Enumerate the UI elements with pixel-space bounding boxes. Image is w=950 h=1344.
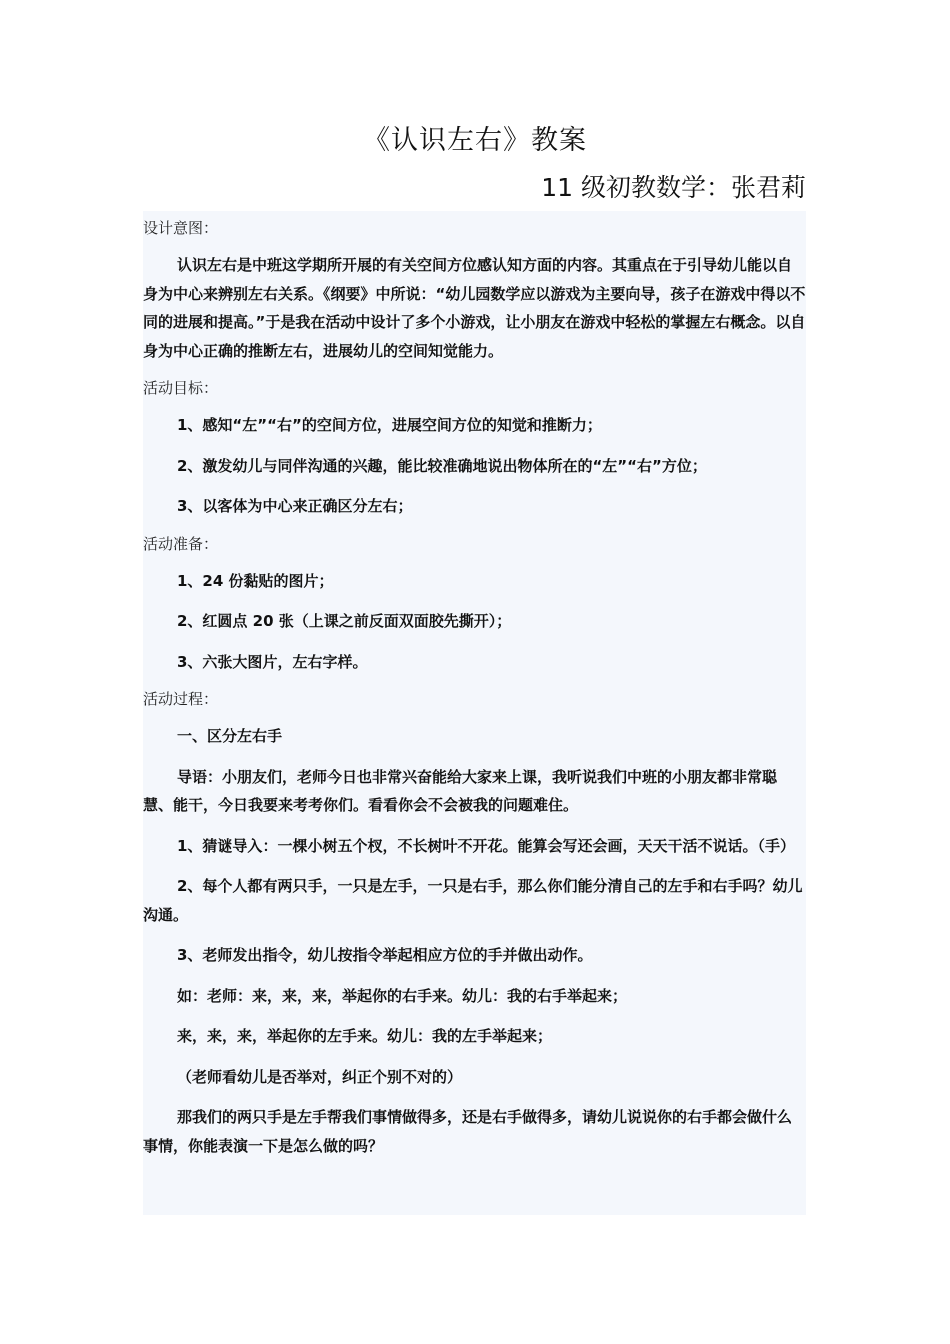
- design-text: 认识左右是中班这学期所开展的有关空间方位感认知方面的内容。其重点在于引导幼儿能以自身为中心来辨别左右关系。《纲要》中所说：“幼儿园数学应以游戏为主要向导，孩子在游戏中得以不同的进展和提高。”于是我在活动中设计了多个小游戏，让小朋友在游戏中轻松的掌握左右概念。以自身为中心正确的推断左右，进展幼儿的空间知觉能力。: [143, 256, 806, 360]
- process-item: 1、猜谜导入：一棵小树五个杈，不长树叶不开花。能算会写还会画，天天干活不说话。（手）: [177, 836, 795, 855]
- process-item: 3、老师发出指令，幼儿按指令举起相应方位的手并做出动作。: [177, 946, 593, 964]
- document-title: 《认识左右》教案: [363, 125, 587, 156]
- prep-heading: 活动准备：: [143, 534, 219, 553]
- process-item: 那我们的两只手是左手帮我们事情做得多，还是右手做得多，请幼儿说说你的右手都会做什么事情，你能表演一下是怎么做的吗？: [143, 1108, 793, 1155]
- author-line: 11 级初教数学：张君莉: [541, 173, 806, 202]
- goal-item: 2、激发幼儿与同伴沟通的兴趣，能比较准确地说出物体所在的“左”“右”方位；: [177, 456, 707, 475]
- goal-item: 3、以客体为中心来正确区分左右；: [177, 497, 413, 515]
- process-item: （老师看幼儿是否举对，纠正个别不对的）: [177, 1067, 463, 1086]
- process-item: 一、区分左右手: [177, 727, 283, 745]
- prep-item: 1、24 份黏贴的图片；: [177, 571, 334, 590]
- process-item: 如：老师：来，来，来，举起你的右手来。幼儿：我的右手举起来；: [177, 986, 628, 1005]
- process-item: 导语：小朋友们，老师今日也非常兴奋能给大家来上课，我听说我们中班的小朋友都非常聪慧、能干，今日我要来考考你们。看看你会不会被我的问题难住。: [143, 767, 778, 814]
- prep-item: 3、六张大图片，左右字样。: [177, 652, 368, 671]
- process-item: 来，来，来，举起你的左手来。幼儿：我的左手举起来；: [177, 1027, 553, 1045]
- prep-item: 2、红圆点 20 张（上课之前反面双面胶先撕开）；: [177, 612, 512, 630]
- goals-heading: 活动目标：: [143, 379, 219, 397]
- design-heading: 设计意图：: [143, 219, 219, 237]
- process-item: 2、每个人都有两只手，一只是左手，一只是右手，那么你们能分清自己的左手和右手吗？幼儿沟通。: [143, 877, 803, 924]
- goal-item: 1、感知“左”“右”的空间方位，进展空间方位的知觉和推断力；: [177, 416, 602, 434]
- document-body: [143, 211, 806, 1215]
- process-heading: 活动过程：: [143, 690, 219, 708]
